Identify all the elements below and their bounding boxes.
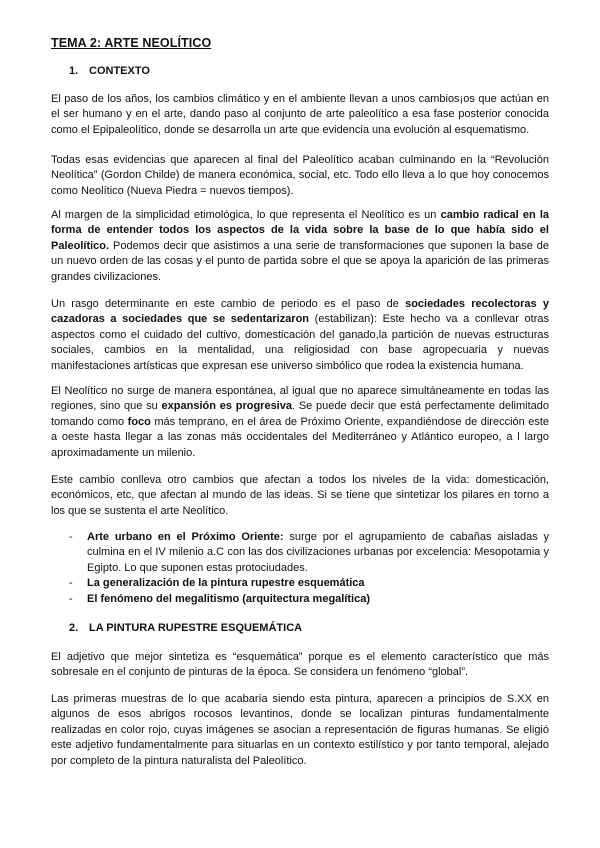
text-run: surge por el agrupamiento de cabañas aisladas y culmina en el IV milenio a.C con las dos civilizaciones urbanas por excelencia: Mesopotamia y Egipto. Lo que suponen estas protociudades. <box>87 531 550 574</box>
bold-text: El fenómeno del megalitismo (arquitectura megalítica) <box>87 592 371 605</box>
bold-text: sociedades recolectoras y cazadoras a sociedades que se sedentarizaron <box>51 298 549 326</box>
text-run: más temprano, en el área de Próximo Oriente, expandiéndose de dirección este a oeste hasta llegar a las zonas más occidentales del Mediterráneo y Atlántico europeo, a l largo aproximadamente un milenio. <box>51 415 550 459</box>
bold-text: foco <box>127 415 151 428</box>
text-run: (estabilizan): Este hecho va a conllevar otras aspectos como el cuidado del cultivo, domesticación del ganado,la partición de nuevas estructuras sociales, cambios en la mentalidad, una religiosidad con base agropecuaria y nuevas manifestaciones artísticas que expresan ese universo simbólico que rodea la existencia humana. <box>51 313 549 372</box>
section-number: 1. <box>69 65 79 77</box>
paragraph: Este cambio conlleva otro cambios que afectan a todos los niveles de la vida: domesticación, económicos, etc, que afectan al mundo de las ideas. Si se tiene que sintetizar los pilares en torno a los que se sustenta el arte Neolítico. <box>51 474 549 517</box>
list-item <box>51 530 549 576</box>
text-run: . Se puede decir que está perfectamente delimitado tomando como <box>51 400 549 428</box>
section-label: LA PINTURA RUPESTRE ESQUEMÁTICA <box>89 622 303 634</box>
paragraph <box>51 208 549 285</box>
paragraph <box>51 384 549 461</box>
text-run: Un rasgo determinante en este cambio de periodo es el paso de <box>51 298 406 310</box>
bold-text: La generalización de la pintura rupestre esquemática <box>87 577 365 590</box>
paragraph: Las primeras muestras de lo que acabaría siendo esta pintura, aparecen a principios de S.XX en algunos de esos abrigos rocosos levantinos, donde se localizan pinturas fundamentalmente realizadas en color rojo, cuyas imágenes se asocian a representación de figuras humanas. Se eligió este adjetivo fundamentalmente para situarlas en un contexto estilístico y por tanto temporal, alejado por completo de la pintura naturalista del Paleolítico. <box>51 693 549 767</box>
text-run: Podemos decir que asistimos a una serie de transformaciones que suponen la base de un nuevo orden de las cosas y el punto de partida sobre el que se apoya la aparición de las primeras grandes civilizaciones. <box>51 239 549 283</box>
bold-text: cambio radical en la forma de entender todos los aspectos de la vida sobre la base de lo que había sido el Paleolítico. <box>51 209 549 252</box>
bold-text: expansión es progresiva <box>161 400 292 413</box>
text-run: Al margen de la simplicidad etimológica, lo que representa el Neolítico es un <box>51 209 441 221</box>
list-item <box>51 592 549 607</box>
list-dash: - <box>69 592 73 605</box>
paragraph: El adjetivo que mejor sintetiza es “esquemática” porque es el elemento característico que más sobresale en el conjunto de pinturas de la época. Se considera un fenómeno “global”. <box>51 651 549 679</box>
section-heading-contexto <box>69 65 150 77</box>
paragraph: El paso de los años, los cambios climático y en el ambiente llevan a unos cambios¡os que actúan en el ser humano y en el arte, dando paso al conjunto de arte paleolítico a esa fase posterior conocida como el Epipaleolítico, donde se desarrolla un arte que evidencia una evolución al esquematismo. <box>51 93 549 136</box>
list-dash: - <box>69 531 73 543</box>
list-dash: - <box>69 577 73 590</box>
bullet-list <box>51 530 549 607</box>
list-item <box>51 576 549 591</box>
bold-text: Arte urbano en el Próximo Oriente: <box>87 531 284 543</box>
paragraph: Todas esas evidencias que aparecen al final del Paleolítico acaban culminando en la “Revolución Neolítica” (Gordon Childe) de manera económica, social, etc. Todo ello lleva a lo que hoy conocemos como Neolítico (Nueva Piedra = nuevos tiempos). <box>51 154 549 197</box>
document-title: TEMA 2: ARTE NEOLÍTICO <box>51 36 212 50</box>
text-run: El Neolítico no surge de manera espontánea, al igual que no aparece simultáneamente en todas las regiones, sino que su <box>51 385 549 413</box>
section-number: 2. <box>69 622 79 634</box>
section-label: CONTEXTO <box>89 65 150 77</box>
section-heading-pintura <box>69 622 302 634</box>
paragraph <box>51 297 549 374</box>
